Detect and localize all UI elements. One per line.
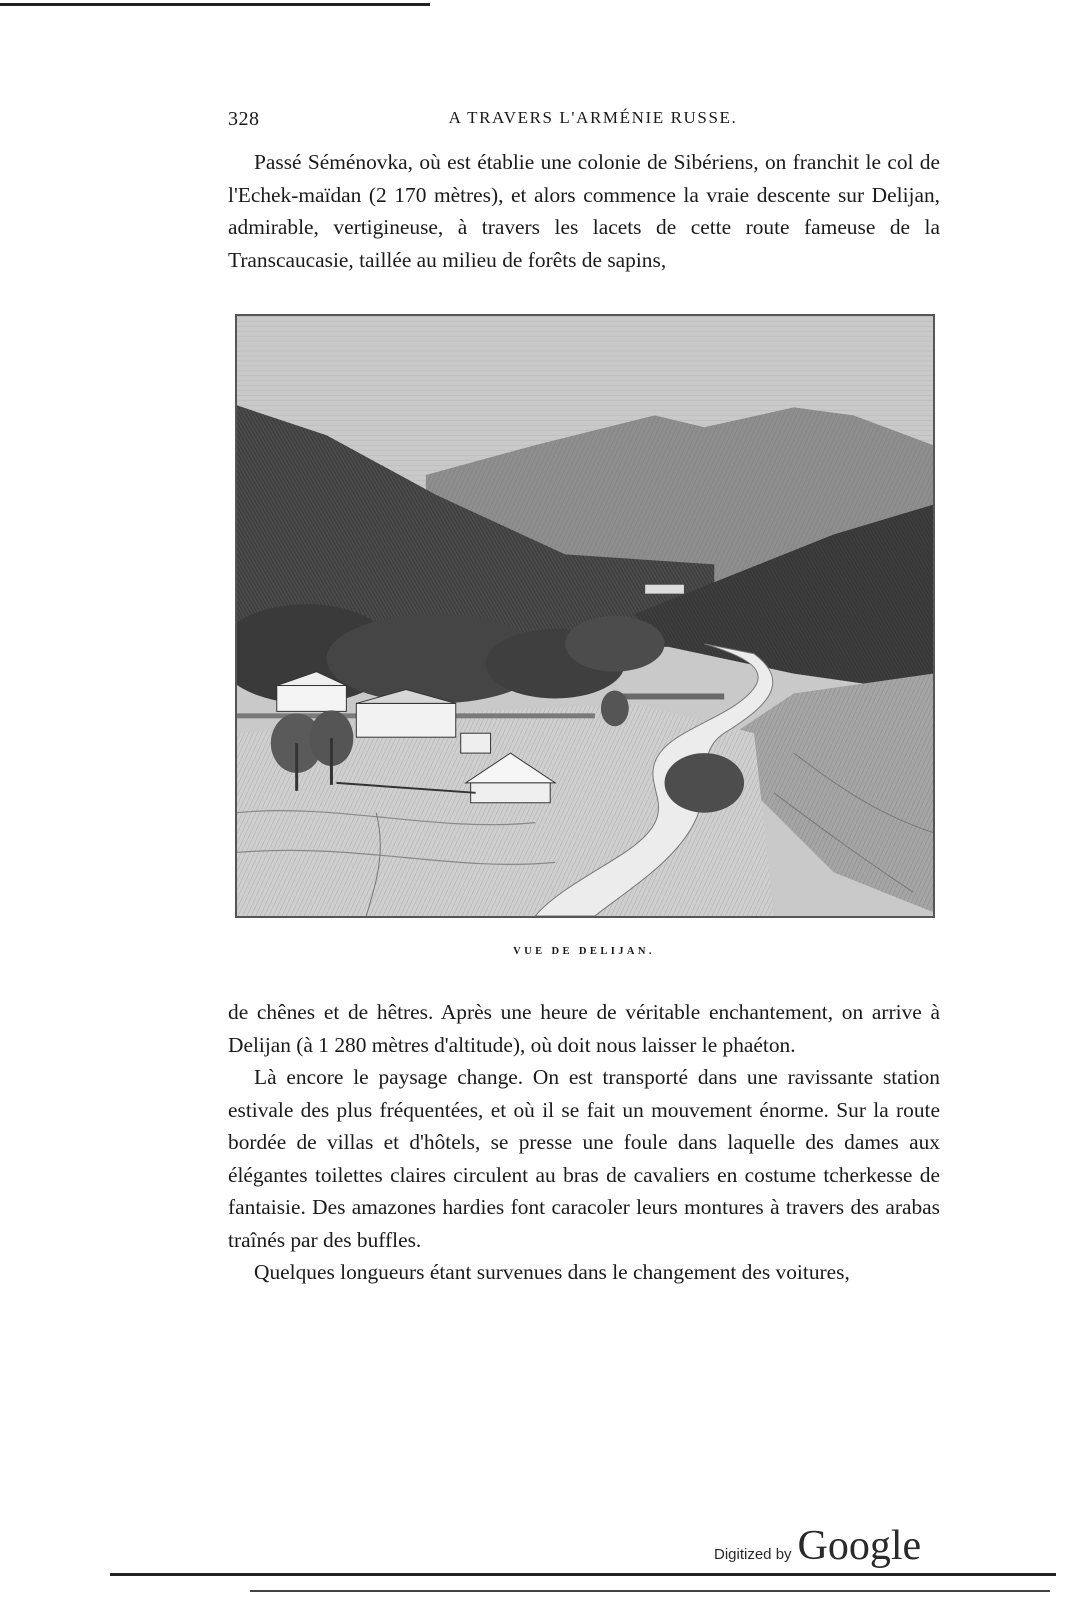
running-head xyxy=(228,108,940,136)
digitized-label: Digitized by xyxy=(714,1546,792,1563)
bottom-rule xyxy=(110,1573,1056,1576)
paragraph: Quelques longueurs étant survenues dans le changement des voitures, xyxy=(254,1260,850,1284)
text-block-top xyxy=(228,146,940,276)
digitized-by-google-watermark xyxy=(714,1522,921,1572)
page-number: 328 xyxy=(228,108,260,130)
figure-caption: VUE DE DELIJAN. xyxy=(513,946,655,957)
text-block-bottom xyxy=(228,996,940,1289)
top-rule xyxy=(0,3,430,6)
engraving-illustration xyxy=(235,314,935,918)
running-title: A TRAVERS L'ARMÉNIE RUSSE. xyxy=(448,108,738,127)
paragraph: Là encore le paysage change. On est transporté dans une ravissante station estivale des plus fréquentées, et où il se fait un mouvement énorme. Sur la route bordée de villas et d'hôtels, se presse une foule dans laquelle des dames aux élégantes toilettes claires circulent au bras de cavaliers en costume tcherkesse de fantaisie. Des amazones hardies font caracoler leurs montures à travers des arabas traînés par des buffles. xyxy=(228,1065,940,1252)
bottom-rule-secondary xyxy=(250,1590,1050,1592)
paragraph: Passé Séménovka, où est établie une colonie de Sibériens, on franchit le col de l'Echek-maïdan (2 170 mètres), et alors commence la vraie descente sur Delijan, admirable, vertigineuse, à travers les lacets de cette route fameuse de la Transcaucasie, taillée au milieu de forêts de sapins, xyxy=(228,150,940,272)
paragraph: de chênes et de hêtres. Après une heure de véritable enchantement, on arrive à Delijan (à 1 280 mètres d'altitude), où doit nous laisser le phaéton. xyxy=(228,1000,940,1057)
delijan-landscape-engraving xyxy=(237,316,933,916)
google-brand: Google xyxy=(797,1523,922,1569)
